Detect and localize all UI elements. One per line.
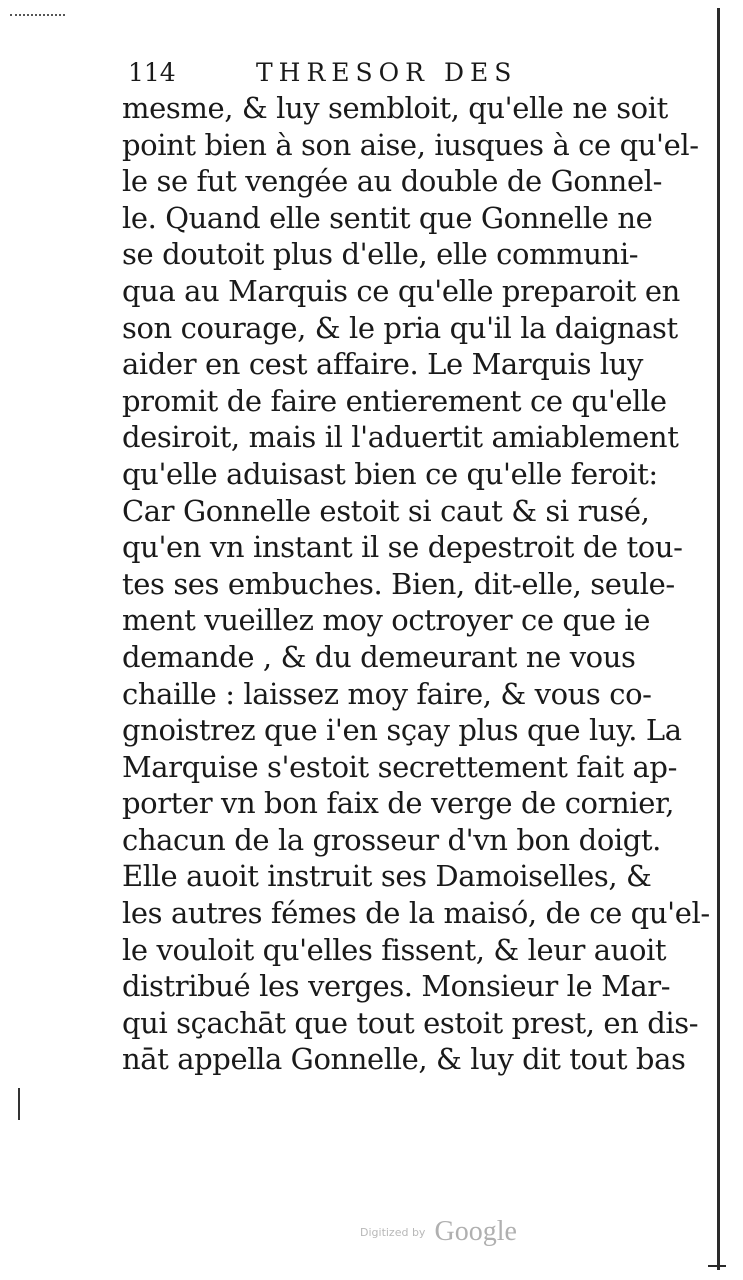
digitized-label: Digitized by [360, 1225, 426, 1239]
page-number: 114 [128, 58, 176, 87]
text-line: gnoistrez que i'en sçay plus que luy. La [122, 713, 682, 748]
text-line: Marquise s'estoit secrettement fait ap- [122, 749, 677, 784]
page-edge-specks [10, 14, 65, 19]
text-line: promit de faire entierement ce qu'elle [122, 383, 667, 418]
text-line: point bien à son aise, iusques à ce qu'el- [122, 127, 699, 162]
text-line: se doutoit plus d'elle, elle communi- [122, 237, 639, 272]
text-line: le. Quand elle sentit que Gonnelle ne [122, 200, 653, 235]
text-line: demande , & du demeurant ne vous [122, 639, 636, 674]
text-line: chacun de la grosseur d'vn bon doigt. [122, 822, 661, 857]
text-line: le vouloit qu'elles fissent, & leur auoit [122, 932, 667, 967]
running-head-title: THRESOR DES [256, 58, 518, 87]
google-logo: Google [434, 1216, 517, 1247]
page-margin-mark [18, 1088, 20, 1120]
text-line: porter vn bon faix de verge de cornier, [122, 786, 675, 821]
text-line: Elle auoit instruit ses Damoiselles, & [122, 859, 652, 894]
text-line: mesme, & luy sembloit, qu'elle ne soit [122, 91, 668, 125]
text-line: les autres fémes de la maisó, de ce qu'el- [122, 896, 710, 931]
text-line: qui sçachāt que tout estoit prest, en dis- [122, 1005, 699, 1040]
text-line: aider en cest affaire. Le Marquis luy [122, 347, 644, 382]
text-line: tes ses embuches. Bien, dit-elle, seule- [122, 566, 675, 601]
text-line: distribué les verges. Monsieur le Mar- [122, 969, 671, 1004]
digitized-watermark [360, 1216, 517, 1246]
body-text [122, 90, 710, 1078]
text-line: nāt appella Gonnelle, & luy dit tout bas [122, 1042, 686, 1077]
text-line: chaille : laissez moy faire, & vous co- [122, 676, 652, 711]
text-line: le se fut vengée au double de Gonnel- [122, 164, 662, 199]
page-gutter-rule [717, 8, 720, 1270]
text-line: desiroit, mais il l'aduertit amiablement [122, 420, 679, 455]
text-line: qua au Marquis ce qu'elle preparoit en [122, 273, 680, 308]
running-head [128, 56, 648, 90]
text-line: Car Gonnelle estoit si caut & si rusé, [122, 493, 650, 528]
page-gutter-rule-foot [708, 1265, 726, 1267]
text-line: qu'en vn instant il se depestroit de tou- [122, 530, 683, 565]
text-line: qu'elle aduisast bien ce qu'elle feroit: [122, 456, 658, 491]
text-line: son courage, & le pria qu'il la daignast [122, 310, 678, 345]
text-line: ment vueillez moy octroyer ce que ie [122, 603, 651, 638]
